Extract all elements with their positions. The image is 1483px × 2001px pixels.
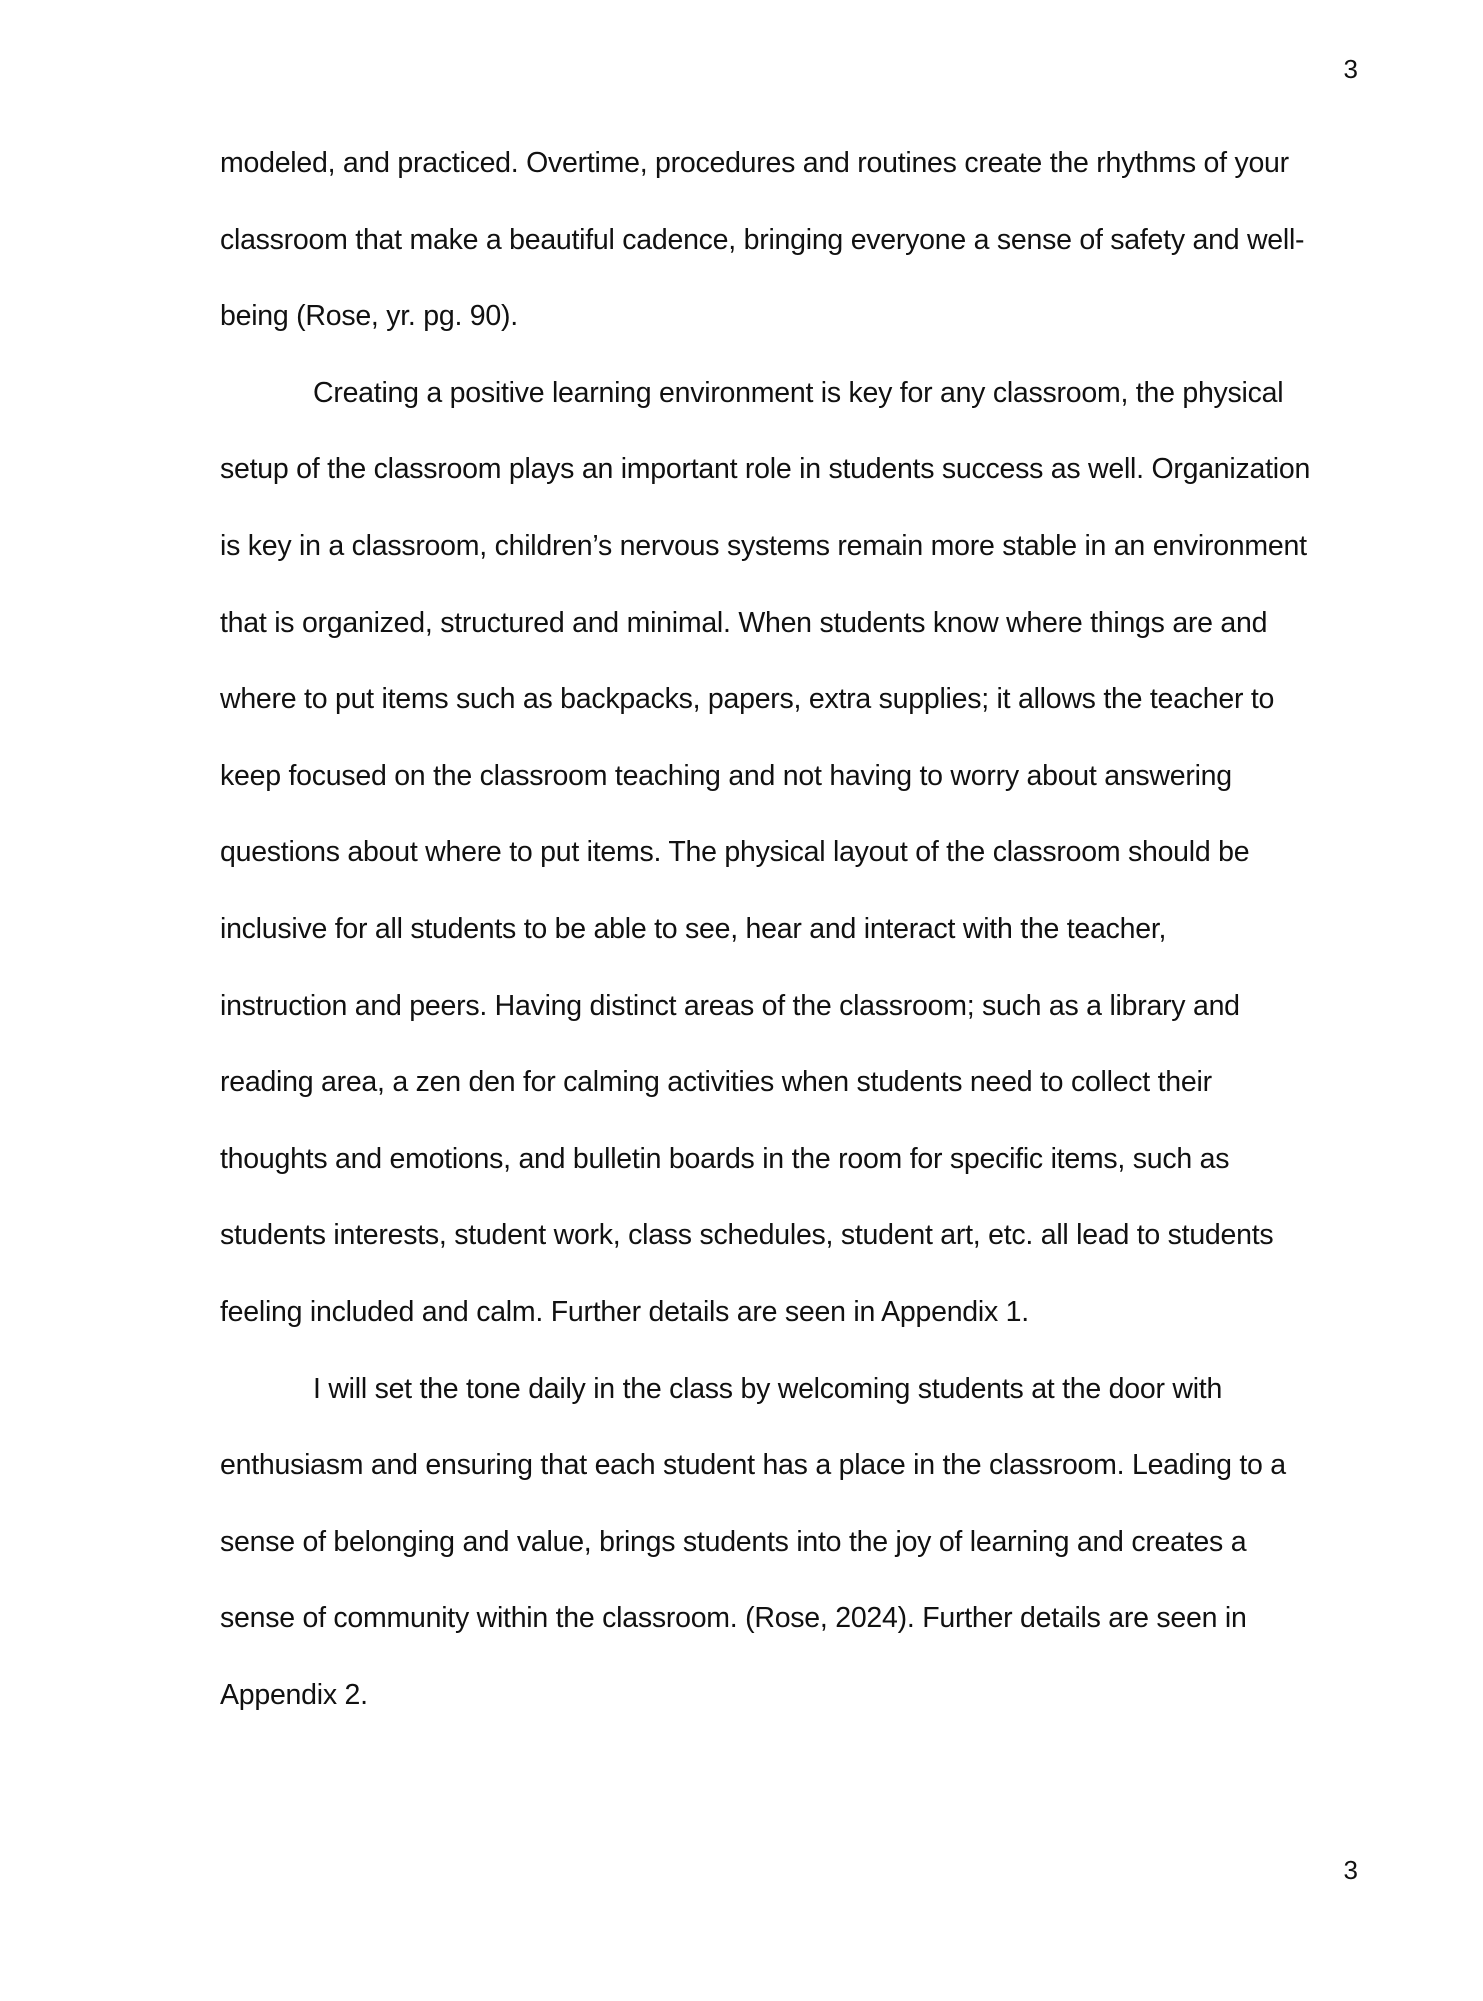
text-line: students interests, student work, class schedules, student art, etc. all lead to students bbox=[220, 1219, 1274, 1252]
text-line: Appendix 2. bbox=[220, 1678, 368, 1711]
page-number-footer: 3 bbox=[1343, 1855, 1358, 1885]
text-line: keep focused on the classroom teaching and not having to worry about answering bbox=[220, 759, 1232, 792]
text-line: feeling included and calm. Further details are seen in Appendix 1. bbox=[220, 1295, 1029, 1328]
text-line: questions about where to put items. The physical layout of the classroom should be bbox=[220, 836, 1250, 869]
text-line: sense of community within the classroom. (Rose, 2024). Further details are seen in bbox=[220, 1602, 1247, 1635]
text-line: reading area, a zen den for calming activities when students need to collect their bbox=[220, 1066, 1212, 1099]
text-line: where to put items such as backpacks, papers, extra supplies; it allows the teacher to bbox=[220, 683, 1275, 716]
paragraph-start-line: Creating a positive learning environment is key for any classroom, the physical bbox=[313, 376, 1284, 409]
text-line: setup of the classroom plays an important role in students success as well. Organization bbox=[220, 453, 1311, 486]
paragraph-start-line: I will set the tone daily in the class by welcoming students at the door with bbox=[313, 1372, 1223, 1405]
text-line: enthusiasm and ensuring that each student has a place in the classroom. Leading to a bbox=[220, 1449, 1286, 1482]
page-number-header: 3 bbox=[1343, 54, 1358, 84]
text-line: being (Rose, yr. pg. 90). bbox=[220, 300, 518, 333]
text-line: modeled, and practiced. Overtime, procedures and routines create the rhythms of your bbox=[220, 147, 1289, 179]
text-line: thoughts and emotions, and bulletin boards in the room for specific items, such as bbox=[220, 1142, 1230, 1175]
body-text bbox=[220, 145, 1340, 1753]
text-line: inclusive for all students to be able to see, hear and interact with the teacher, bbox=[220, 912, 1167, 945]
text-line: sense of belonging and value, brings students into the joy of learning and creates a bbox=[220, 1525, 1247, 1558]
text-line: that is organized, structured and minimal. When students know where things are and bbox=[220, 606, 1268, 639]
text-line: instruction and peers. Having distinct areas of the classroom; such as a library and bbox=[220, 989, 1240, 1022]
text-line: classroom that make a beautiful cadence, bringing everyone a sense of safety and well- bbox=[220, 223, 1305, 256]
text-line: is key in a classroom, children’s nervous systems remain more stable in an environment bbox=[220, 529, 1307, 562]
